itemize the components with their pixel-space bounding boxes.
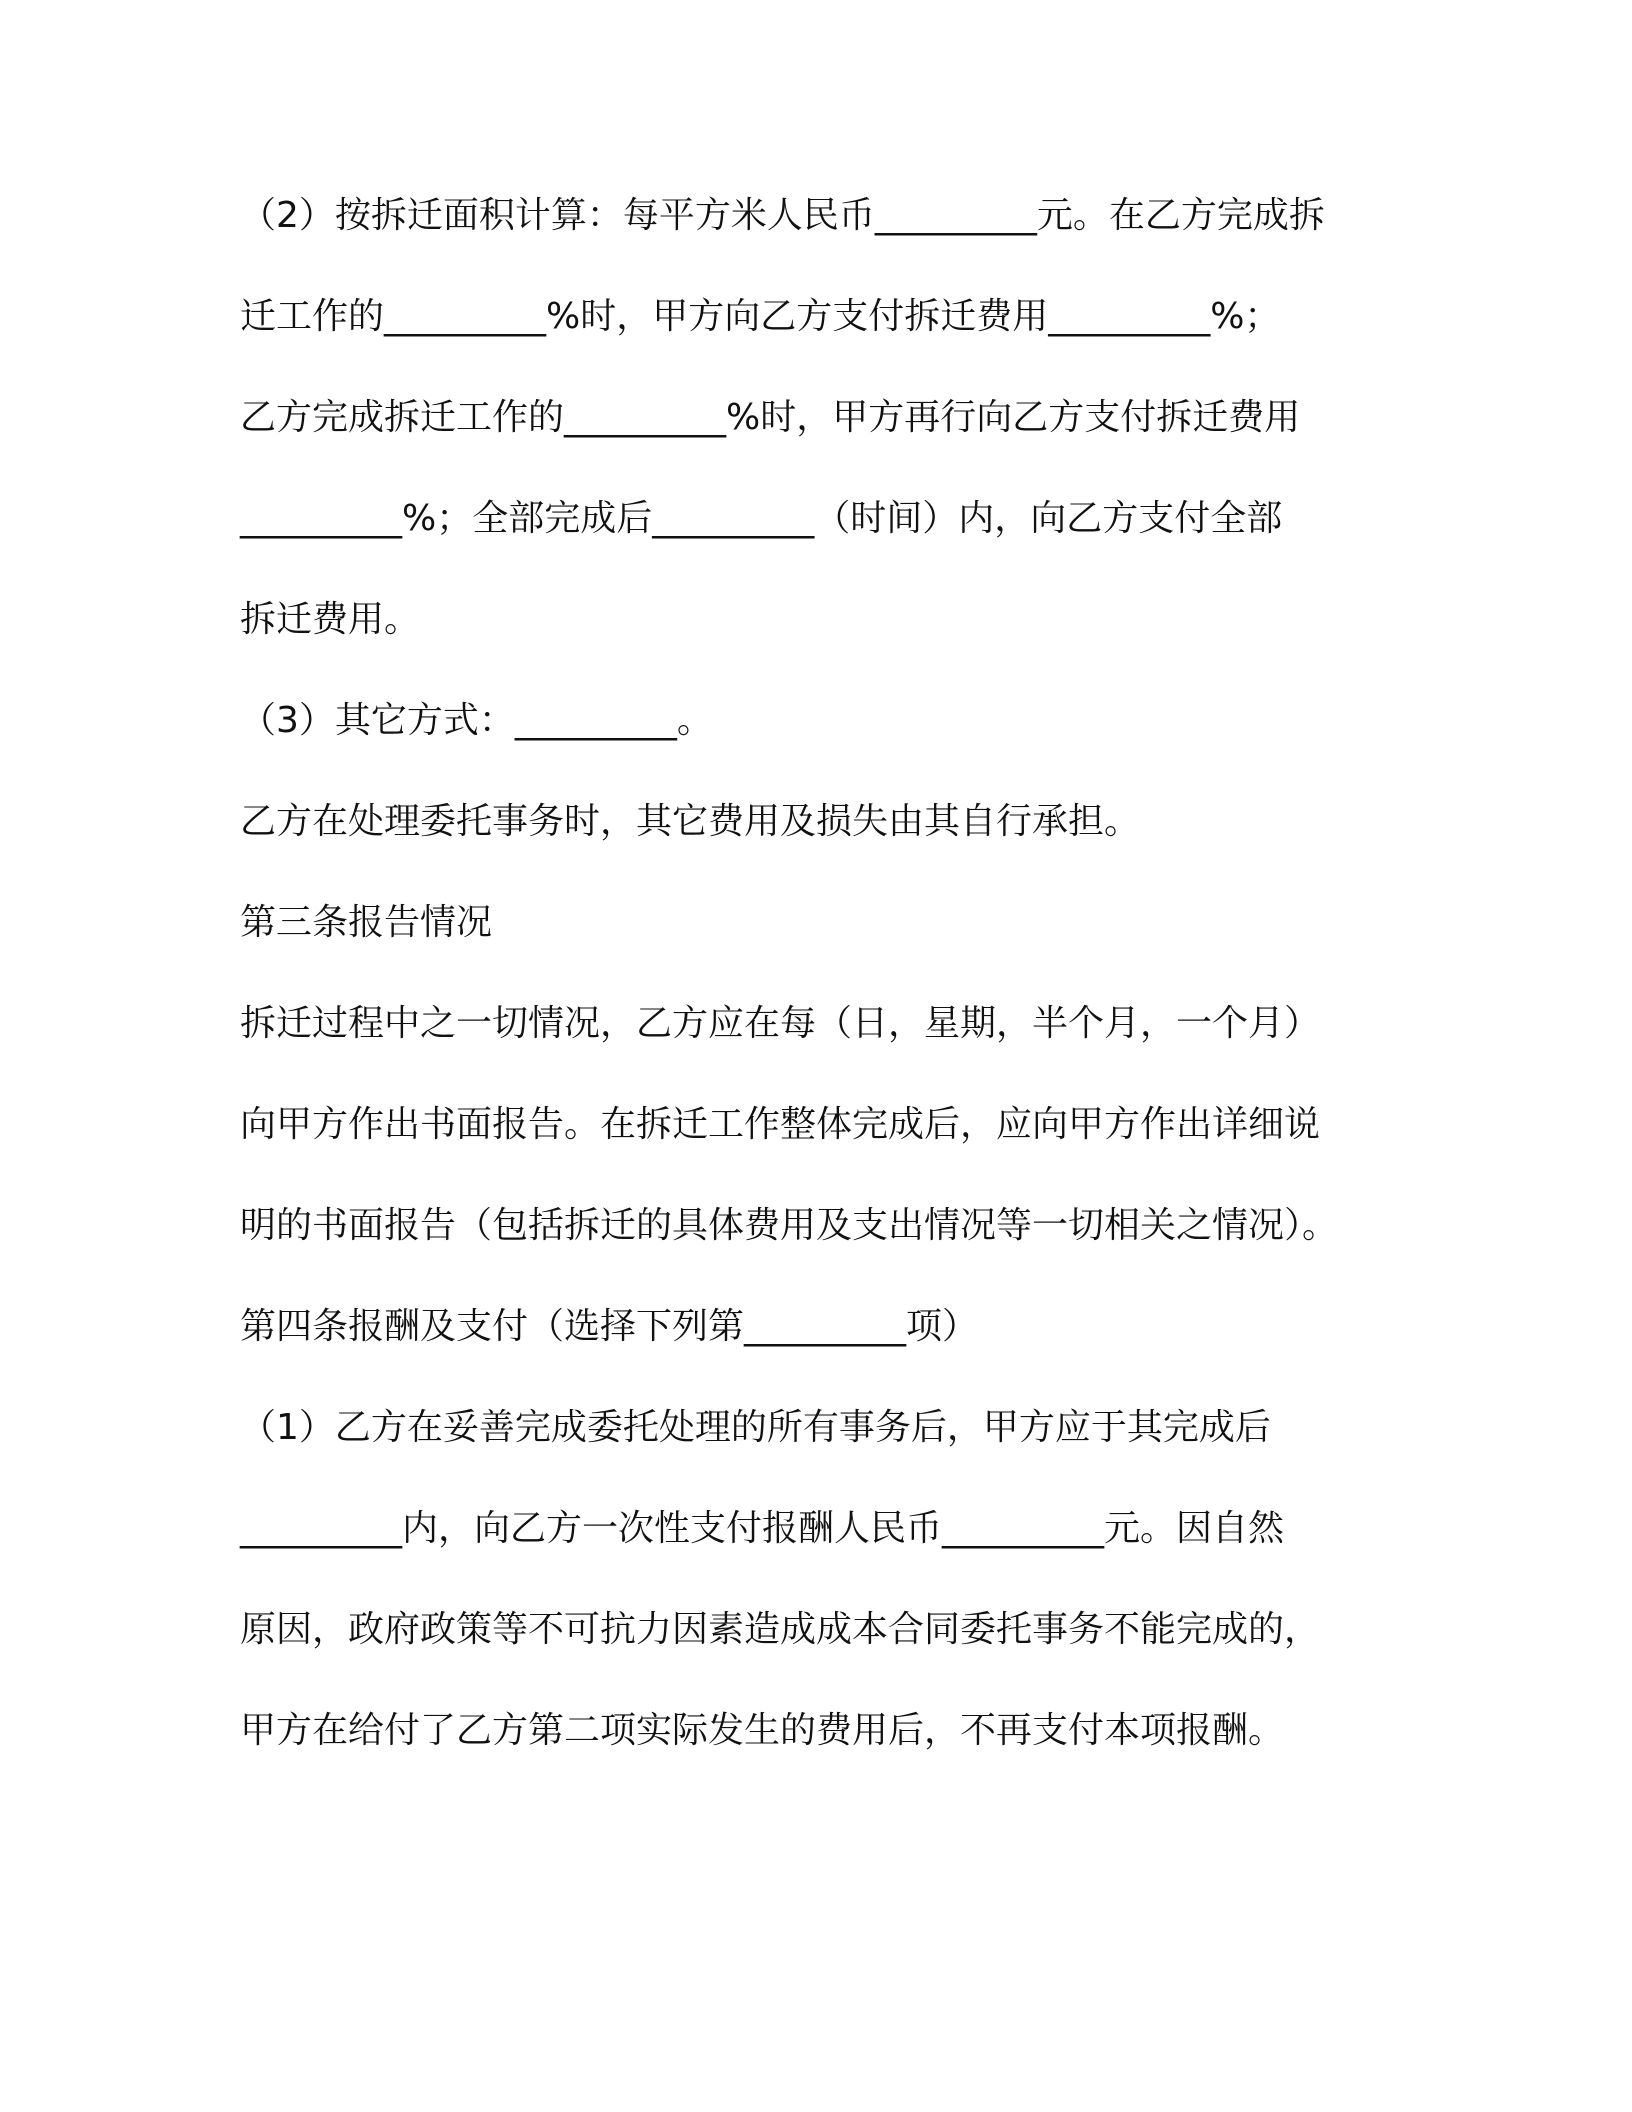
text-line: 迁工作的_________%时，甲方向乙方支付拆迁费用_________%；	[240, 296, 1281, 337]
text-line: 甲方在给付了乙方第二项实际发生的费用后，不再支付本项报酬。	[240, 1710, 1285, 1751]
section-heading: 第三条报告情况	[240, 902, 493, 943]
text-line: 明的书面报告（包括拆迁的具体费用及支出情况等一切相关之情况）。	[240, 1205, 1339, 1246]
text-line: （2）按拆迁面积计算：每平方米人民币_________元。在乙方完成拆	[240, 195, 1325, 236]
text-line: 乙方在处理委托事务时，其它费用及损失由其自行承担。	[240, 801, 1141, 842]
text-line: 向甲方作出书面报告。在拆迁工作整体完成后，应向甲方作出详细说	[240, 1104, 1321, 1145]
section-heading: 第四条报酬及支付（选择下列第_________项）	[240, 1306, 979, 1347]
text-line: 乙方完成拆迁工作的_________%时，甲方再行向乙方支付拆迁费用	[240, 397, 1301, 438]
text-line: （1）乙方在妥善完成委托处理的所有事务后，甲方应于其完成后	[240, 1407, 1271, 1448]
text-line: （3）其它方式：_________。	[240, 700, 713, 741]
text-line: _________内，向乙方一次性支付报酬人民币_________元。因自然	[240, 1508, 1285, 1549]
text-line: 拆迁费用。	[240, 599, 421, 640]
text-line: _________%；全部完成后_________（时间）内，向乙方支付全部	[240, 498, 1283, 539]
text-line: 原因，政府政策等不可抗力因素造成成本合同委托事务不能完成的，	[240, 1609, 1321, 1650]
text-line: 拆迁过程中之一切情况，乙方应在每（日，星期，半个月，一个月）	[240, 1003, 1321, 1044]
